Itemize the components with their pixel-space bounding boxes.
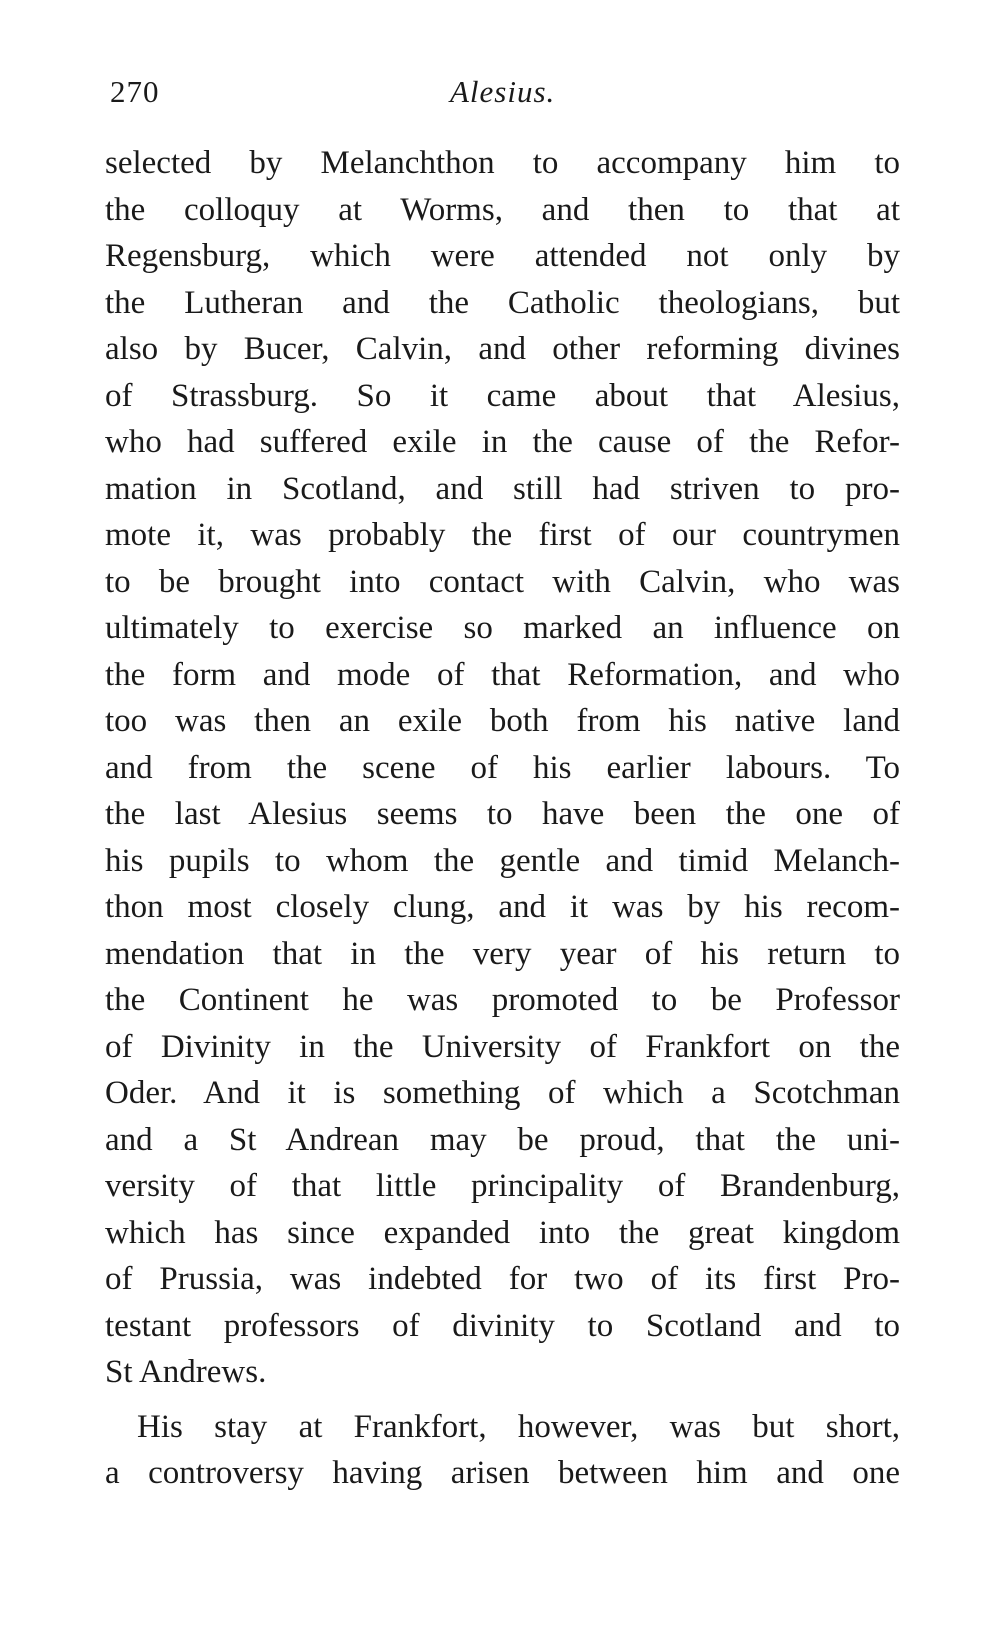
text-line: the colloquy at Worms, and then to that at: [105, 191, 900, 228]
text-line: to be brought into contact with Calvin, who was: [105, 563, 900, 600]
running-title: Alesius.: [450, 74, 556, 109]
text-line: mation in Scotland, and still had striven to pro-: [105, 470, 900, 507]
text-line: thon most closely clung, and it was by his recom-: [105, 889, 900, 925]
text-line: and from the scene of his earlier labours. To: [105, 749, 900, 786]
text-line: mendation that in the very year of his return to: [105, 935, 900, 972]
text-line: the Continent he was promoted to be Professor: [105, 982, 900, 1018]
page-header: [110, 72, 900, 112]
text-line: versity of that little principality of Brandenburg,: [105, 1168, 900, 1204]
paragraph-2: [105, 1404, 900, 1497]
text-line: the Lutheran and the Catholic theologians, but: [105, 284, 900, 321]
text-line: which has since expanded into the great kingdom: [105, 1214, 900, 1251]
text-line: mote it, was probably the first of our countrymen: [105, 517, 900, 553]
text-line: too was then an exile both from his native land: [105, 703, 900, 739]
text-line: St Andrews.: [105, 1354, 267, 1390]
text-line: also by Bucer, Calvin, and other reforming divines: [105, 331, 900, 367]
text-line: who had suffered exile in the cause of the Refor-: [105, 424, 900, 460]
text-line: a controversy having arisen between him and one: [105, 1455, 900, 1491]
text-line: of Strassburg. So it came about that Alesius,: [105, 377, 900, 414]
paragraph-gap: [105, 1396, 900, 1404]
text-line: his pupils to whom the gentle and timid Melanch-: [105, 842, 900, 879]
text-line: His stay at Frankfort, however, was but short,: [137, 1408, 900, 1445]
text-line: and a St Andrean may be proud, that the uni-: [105, 1121, 900, 1158]
text-line: testant professors of divinity to Scotland and to: [105, 1307, 900, 1344]
text-line: of Divinity in the University of Frankfort on the: [105, 1028, 900, 1065]
text-line: Regensburg, which were attended not only by: [105, 238, 900, 274]
paragraph-1: [105, 140, 900, 1396]
text-line: the last Alesius seems to have been the one of: [105, 796, 900, 832]
page-number: 270: [110, 74, 160, 109]
text-line: of Prussia, was indebted for two of its first Pro-: [105, 1261, 900, 1297]
text-line: Oder. And it is something of which a Scotchman: [105, 1075, 900, 1111]
text-line: ultimately to exercise so marked an influence on: [105, 610, 900, 646]
body-text: [105, 140, 900, 1497]
text-line: selected by Melanchthon to accompany him to: [105, 145, 900, 181]
text-line: the form and mode of that Reformation, and who: [105, 656, 900, 693]
